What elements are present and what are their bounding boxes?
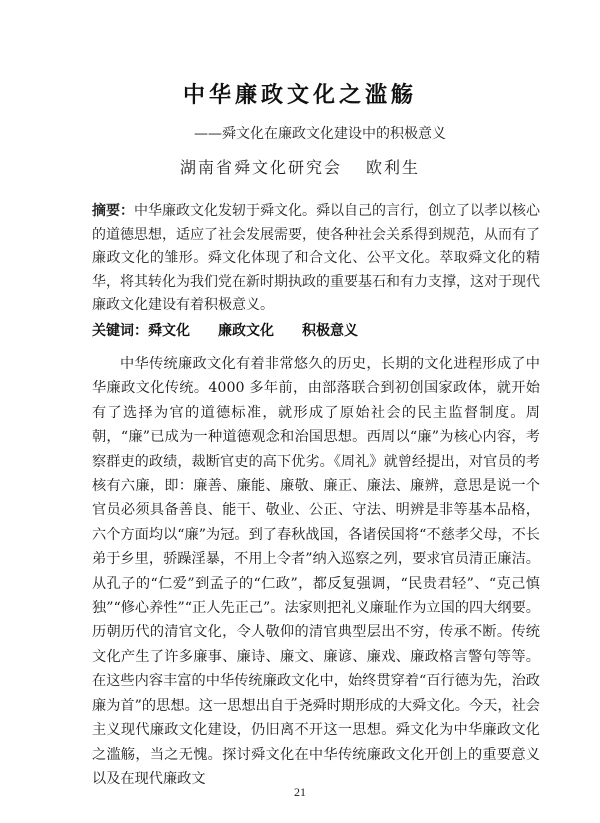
page-number: 21 — [294, 785, 306, 799]
keywords — [92, 320, 540, 340]
keyword-item: 廉政文化 — [218, 323, 274, 339]
keyword-item: 舜文化 — [148, 323, 190, 339]
author-line — [0, 155, 600, 178]
body-paragraph: 中华传统廉政文化有着非常悠久的历史，长期的文化进程形成了中华廉政文化传统。4000 多年前，由部落联合到初创国家政体，就开始有了选择为官的道德标准，就形成了原始社会的民主监督制度。周朝，“廉”已成为一种道德观念和治国思想。西周以“廉”为核心内容，考察群吏的政绩，裁断官吏的高下优劣。《周礼》就曾经提出，对官员的考核有六廉，即：廉善、廉能、廉敬、廉正、廉法、廉辨，意思是说一个官员必须具备善良、能干、敬业、公正、守法、明辨是非等基本品格，六个方面均以“廉”为冠。到了春秋战国，各诸侯国将“不慈孝父母，不长弟于乡里，骄躁淫暴，不用上令者”纳入巡察之列，要求官员清正廉洁。从孔子的“仁爱”到孟子的“仁政”，都反复强调，“民贵君轻”、“克己慎独”“修心养性”“正人先正己”。法家则把礼义廉耻作为立国的四大纲要。历朝历代的清官文化，令人敬仰的清官典型层出不穷，传承不断。传统文化产生了许多廉事、廉诗、廉文、廉谚、廉戏、廉政格言警句等等。在这些内容丰富的中华传统廉政文化中，始终贯穿着“百行德为先，治政廉为首”的思想。这一思想出自于尧舜时期形成的大舜文化。今天，社会主义现代廉政文化建设，仍旧离不开这一思想。舜文化为中华廉政文化之滥觞，当之无愧。探讨舜文化在中华传统廉政文化开创上的重要意义以及在现代廉政文 — [92, 356, 540, 787]
abstract — [92, 200, 540, 318]
abstract-label: 摘要： — [92, 203, 134, 219]
keyword-item: 积极意义 — [302, 323, 358, 339]
keywords-label: 关键词： — [92, 323, 148, 339]
author-name: 欧利生 — [366, 158, 421, 177]
article-subtitle: ——舜文化在廉政文化建设中的积极意义 — [194, 126, 446, 142]
author-organization: 湖南省舜文化研究会 — [179, 158, 342, 177]
abstract-text: 中华廉政文化发轫于舜文化。舜以自己的言行，创立了以孝以核心的道德思想，适应了社会发展需要，使各种社会关系得到规范，从而有了廉政文化的雏形。舜文化体现了和合文化、公平文化。萃取舜文化的精华，将其转化为我们党在新时期执政的重要基石和有力支撑，这对于现代廉政文化建设有着积极意义。 — [92, 203, 540, 314]
article-title: 中华廉政文化之滥觞 — [182, 83, 417, 108]
